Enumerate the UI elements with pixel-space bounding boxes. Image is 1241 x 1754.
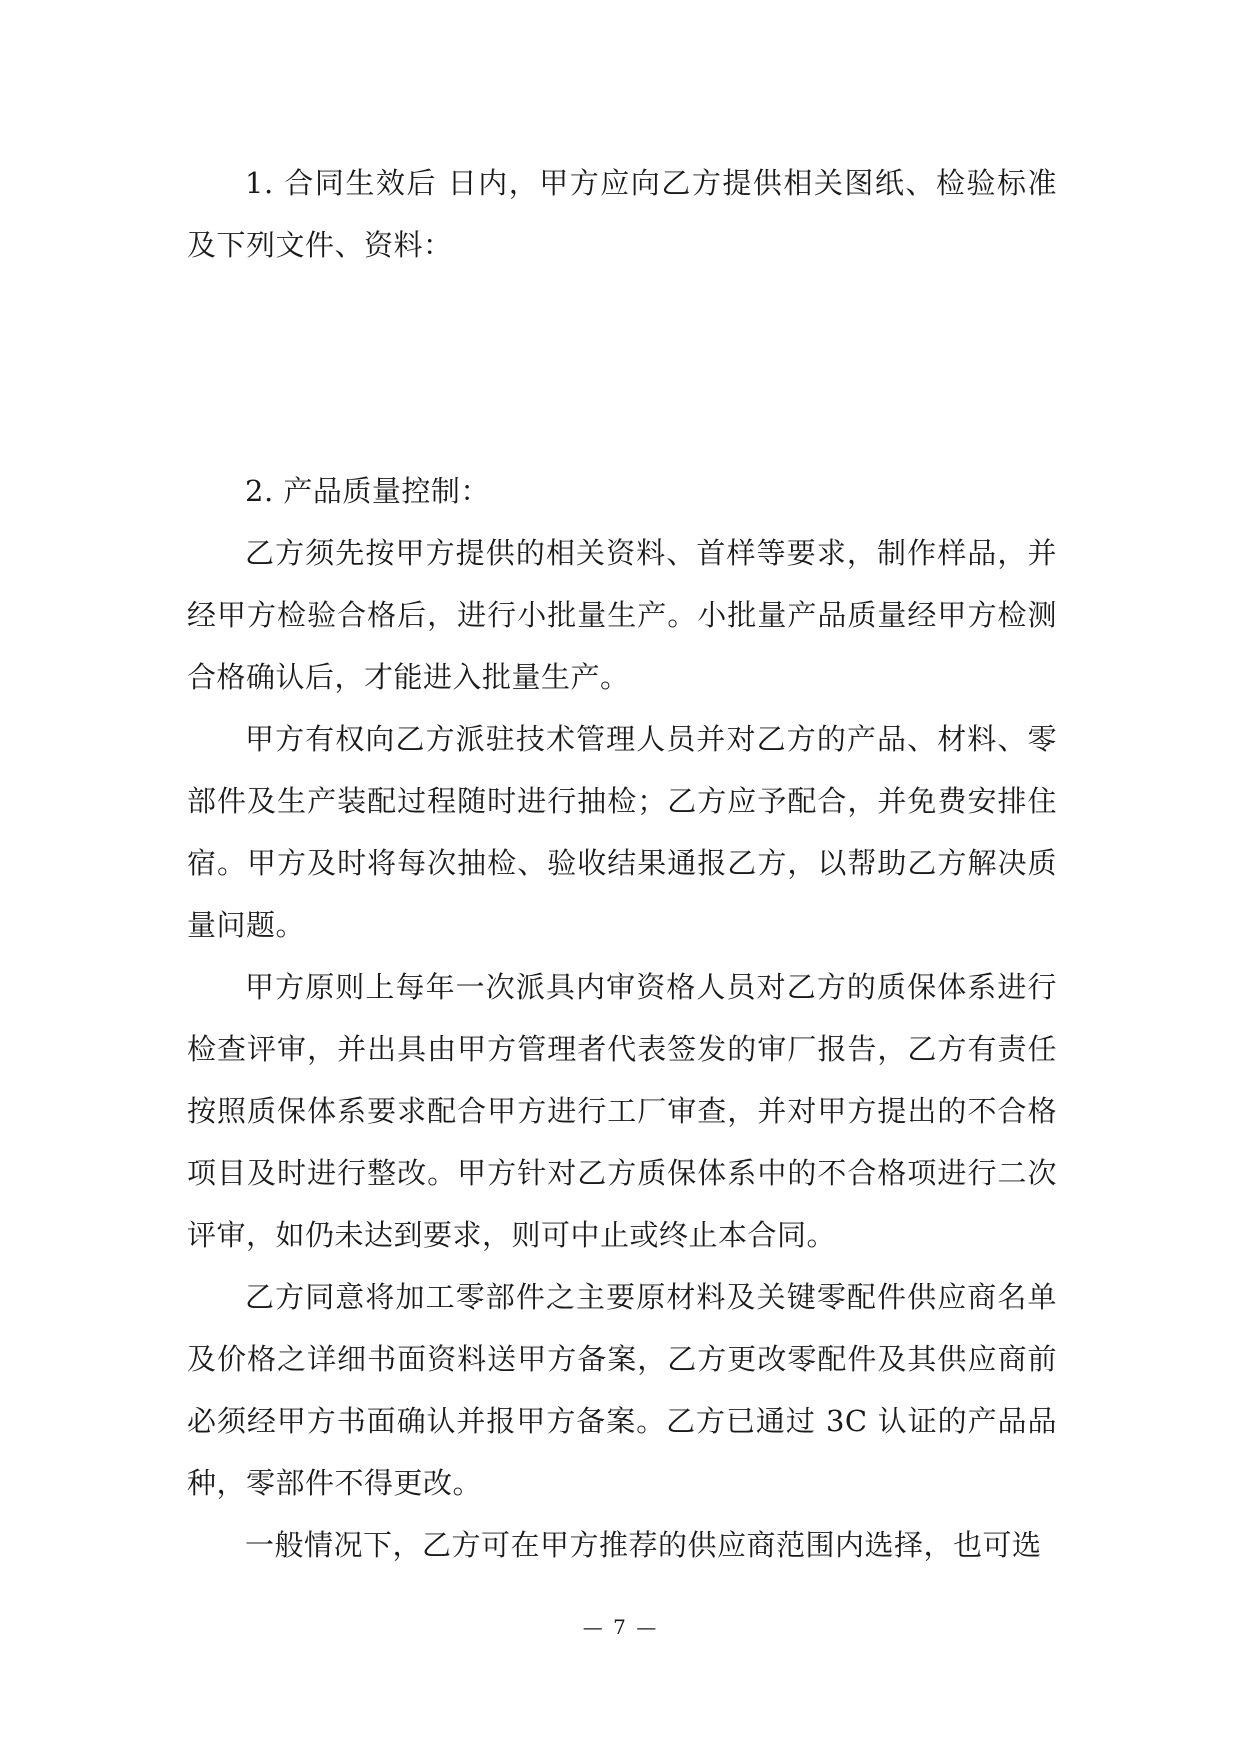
- document-body: [187, 152, 1057, 1576]
- paragraph-quality-heading: 2. 产品质量控制：: [245, 474, 490, 508]
- page-number: — 7 —: [582, 1615, 659, 1639]
- blank-space: [187, 276, 1057, 460]
- paragraph-supplier-list: 乙方同意将加工零部件之主要原材料及关键零配件供应商名单及价格之详细书面资料送甲方备案，乙方更改零配件及其供应商前必须经甲方书面确认并报甲方备案。乙方已通过 3C 认证的产品品种，零部件不得更改。: [187, 1280, 1057, 1500]
- paragraph-quality-audit: 甲方原则上每年一次派具内审资格人员对乙方的质保体系进行检查评审，并出具由甲方管理者代表签发的审厂报告，乙方有责任按照质保体系要求配合甲方进行工厂审查，并对甲方提出的不合格项目及时进行整改。甲方针对乙方质保体系中的不合格项进行二次评审，如仍未达到要求，则可中止或终止本合同。: [187, 970, 1057, 1252]
- paragraph-supplier-selection: 一般情况下，乙方可在甲方推荐的供应商范围内选择，也可选: [245, 1528, 1042, 1562]
- paragraph-documents-clause: 1. 合同生效后 日内，甲方应向乙方提供相关图纸、检验标准及下列文件、资料：: [187, 166, 1057, 262]
- paragraph-sample-production: 乙方须先按甲方提供的相关资料、首样等要求，制作样品，并经甲方检验合格后，进行小批量生产。小批量产品质量经甲方检测合格确认后，才能进入批量生产。: [187, 536, 1057, 694]
- paragraph-inspection-rights: 甲方有权向乙方派驻技术管理人员并对乙方的产品、材料、零部件及生产装配过程随时进行抽检；乙方应予配合，并免费安排住宿。甲方及时将每次抽检、验收结果通报乙方，以帮助乙方解决质量问题。: [187, 722, 1057, 942]
